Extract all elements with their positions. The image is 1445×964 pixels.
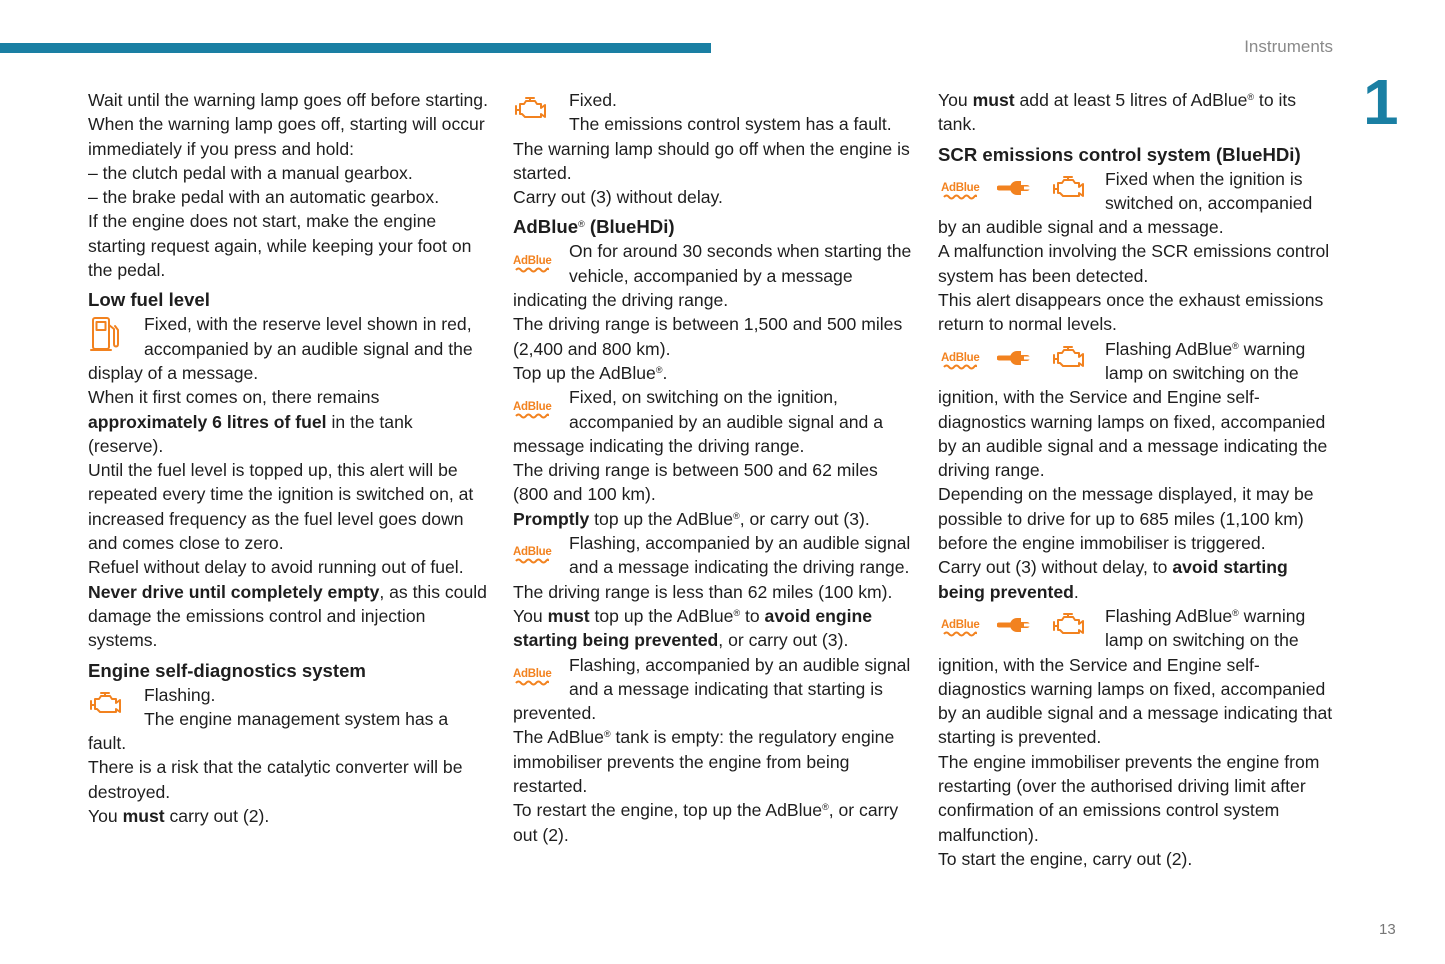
adblue-icon: AdBlue: [513, 401, 551, 419]
lamp-description: Flashing AdBlue® warning lamp on switching on the ignition, with the Service and Engine self-diagnostics warning lamps on fixed, accompanied by an audible signal and a message indicating that starting is prevented.: [938, 605, 1333, 748]
lamp-status: Flashing.: [144, 684, 216, 705]
heading-adblue: AdBlue® (BlueHDi): [513, 216, 675, 238]
adblue-icon: AdBlue: [513, 255, 551, 273]
paragraph: Promptly top up the AdBlue®, or carry out (3).: [513, 508, 870, 529]
section-title: Instruments: [1244, 37, 1333, 56]
paragraph: The engine immobiliser prevents the engine from restarting (over the authorised driving limit after confirmation of an emissions control system malfunction).: [938, 751, 1320, 845]
paragraph: Until the fuel level is topped up, this alert will be repeated every time the ignition is switched on, at increased frequency as the fuel level goes down and comes close to zero.: [88, 460, 474, 554]
paragraph: The warning lamp should go off when the engine is started.: [513, 138, 910, 183]
paragraph: To restart the engine, top up the AdBlue®, or carry out (2).: [513, 800, 899, 845]
lamp-description: On for around 30 seconds when starting the vehicle, accompanied by a message indicating the driving range.: [513, 241, 912, 311]
paragraph: You must top up the AdBlue® to avoid engine starting being prevented, or carry out (3).: [513, 605, 873, 651]
paragraph: The driving range is less than 62 miles (100 km).: [513, 581, 893, 602]
paragraph: The AdBlue® tank is empty: the regulatory engine immobiliser prevents the engine from being restarted.: [513, 727, 895, 797]
engine-check-icon: [88, 690, 124, 724]
column-2: [513, 88, 913, 847]
paragraph: There is a risk that the catalytic converter will be destroyed.: [88, 757, 463, 802]
lamp-description: Fixed, on switching on the ignition, accompanied by an audible signal and a message indicating the driving range.: [513, 387, 883, 456]
paragraph: This alert disappears once the exhaust emissions return to normal levels.: [938, 290, 1324, 335]
adblue-icon: AdBlue: [941, 619, 979, 637]
wrench-icon: [997, 178, 1033, 204]
lamp-description: Flashing AdBlue® warning lamp on switching on the ignition, with the Service and Engine self-diagnostics warning lamps on fixed, accompanied by an audible signal and a message indicating the driving range.: [938, 338, 1328, 481]
paragraph: When the warning lamp goes off, starting will occur immediately if you press and hold:: [88, 114, 485, 159]
engine-check-icon: [1051, 344, 1087, 378]
paragraph: Refuel without delay to avoid running out of fuel.: [88, 557, 464, 578]
warning-lamp-block: [513, 653, 913, 726]
lamp-description: Flashing, accompanied by an audible signal and a message indicating that starting is prevented.: [513, 654, 911, 724]
warning-lamp-block: [513, 88, 913, 137]
adblue-icon: AdBlue: [941, 182, 979, 200]
paragraph: Top up the AdBlue®.: [513, 362, 668, 383]
paragraph: You must add at least 5 litres of AdBlue® to its tank.: [938, 90, 1297, 135]
paragraph: Depending on the message displayed, it may be possible to drive for up to 685 miles (1,100 km) before the engine immobiliser is triggered.: [938, 484, 1314, 554]
warning-lamp-block: [88, 683, 488, 756]
heading-scr: SCR emissions control system (BlueHDi): [938, 143, 1301, 165]
warning-lamp-block: [88, 312, 488, 385]
page-number: 13: [1379, 921, 1396, 938]
paragraph: A malfunction involving the SCR emissions control system has been detected.: [938, 241, 1330, 286]
heading-low-fuel: Low fuel level: [88, 289, 210, 311]
heading-engine-diagnostics: Engine self-diagnostics system: [88, 659, 366, 681]
wrench-icon: [997, 615, 1033, 641]
paragraph: Carry out (3) without delay.: [513, 187, 723, 208]
warning-lamp-block: [938, 167, 1334, 240]
lamp-status: Fixed.: [569, 90, 617, 110]
paragraph: The driving range is between 500 and 62 miles (800 and 100 km).: [513, 460, 878, 505]
warning-lamp-block: [938, 337, 1334, 483]
column-3: [938, 88, 1334, 871]
engine-check-icon: [513, 95, 549, 129]
wrench-icon: [997, 348, 1033, 374]
paragraph: Wait until the warning lamp goes off before starting.: [88, 90, 488, 110]
paragraph: You must carry out (2).: [88, 806, 270, 827]
warning-lamp-block: [938, 604, 1334, 750]
paragraph: The driving range is between 1,500 and 500 miles (2,400 and 800 km).: [513, 314, 903, 359]
paragraph: When it first comes on, there remains approximately 6 litres of fuel in the tank (reserve).: [88, 387, 413, 456]
fuel-pump-icon: [88, 315, 122, 359]
lamp-description: Fixed when the ignition is switched on, accompanied by an audible signal and a message.: [938, 168, 1313, 238]
paragraph: If the engine does not start, make the engine starting request again, while keeping your foot on the pedal.: [88, 211, 472, 281]
adblue-icon: AdBlue: [513, 546, 551, 564]
paragraph: Carry out (3) without delay, to avoid starting being prevented.: [938, 557, 1288, 602]
lamp-description: The engine management system has a fault.: [88, 708, 449, 754]
chapter-number: 1: [1363, 66, 1399, 138]
warning-lamp-block: [513, 531, 913, 580]
adblue-icon: AdBlue: [941, 352, 979, 370]
warning-lamp-block: [513, 385, 913, 458]
adblue-icon: AdBlue: [513, 668, 551, 686]
list-item: – the clutch pedal with a manual gearbox.: [88, 162, 413, 183]
paragraph: To start the engine, carry out (2).: [938, 848, 1193, 869]
lamp-description: The emissions control system has a fault.: [569, 114, 892, 135]
engine-check-icon: [1051, 611, 1087, 645]
list-item: – the brake pedal with an automatic gearbox.: [88, 187, 440, 208]
header-accent-bar: [0, 43, 711, 53]
column-1: [88, 88, 488, 828]
paragraph: Never drive until completely empty, as this could damage the emissions control and injection systems.: [88, 581, 487, 651]
lamp-description: Flashing, accompanied by an audible signal and a message indicating the driving range.: [569, 533, 911, 578]
engine-check-icon: [1051, 174, 1087, 208]
warning-lamp-block: [513, 239, 913, 312]
lamp-description: Fixed, with the reserve level shown in red, accompanied by an audible signal and the display of a message.: [88, 314, 473, 383]
